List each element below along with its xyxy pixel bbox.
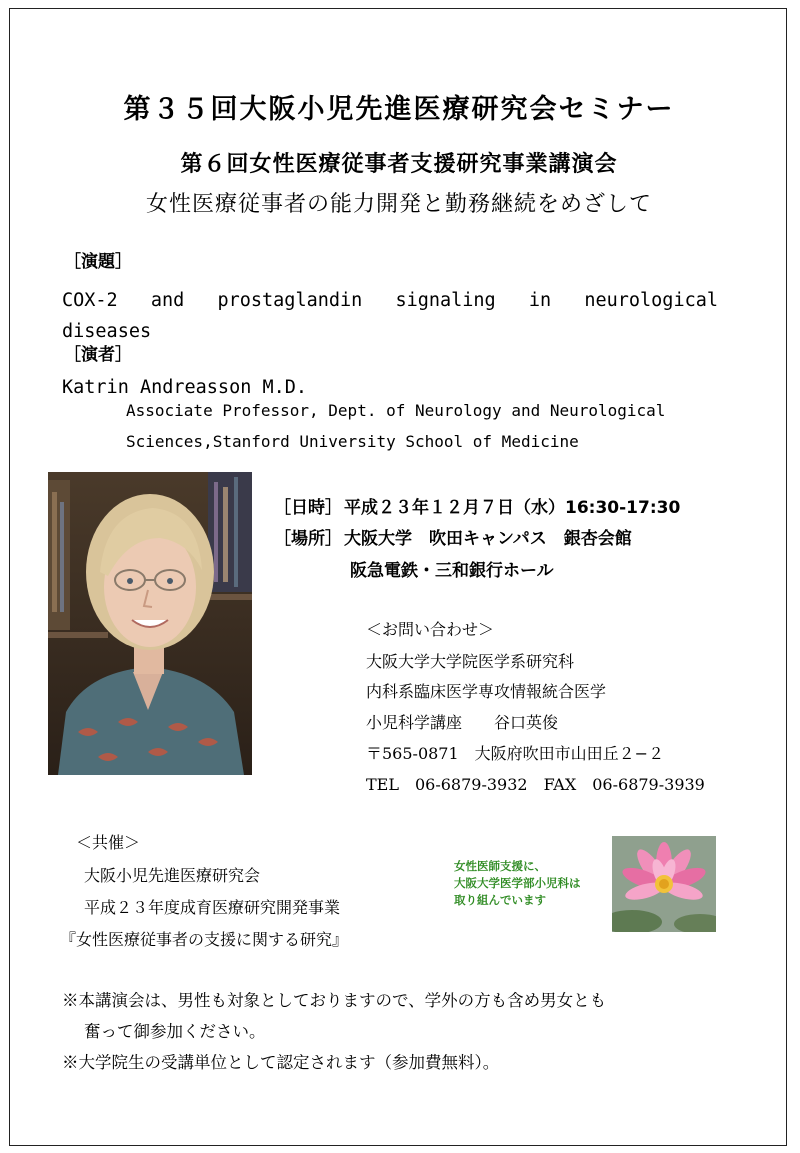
speaker-photo bbox=[48, 472, 252, 775]
cohost-line-2: 平成２３年度成育医療研究開発事業 bbox=[84, 898, 341, 917]
lecture-theme: 女性医療従事者の能力開発と勤務継続をめざして bbox=[145, 192, 652, 217]
note-line-1: ※本講演会は、男性も対象としておりますので、学外の方も含め男女とも bbox=[62, 991, 607, 1010]
contact-line-1: 大阪大学大学院医学系研究科 bbox=[366, 652, 575, 671]
support-message-line-1: 女性医師支援に、 bbox=[454, 859, 546, 873]
cohost-line-1: 大阪小児先進医療研究会 bbox=[84, 866, 261, 885]
speaker-portrait-illustration bbox=[48, 472, 252, 775]
support-message-line-3: 取り組んでいます bbox=[454, 893, 546, 907]
contact-phone-fax: TEL 06-6879-3932 FAX 06-6879-3939 bbox=[366, 775, 705, 794]
seminar-title: 第３５回大阪小児先進医療研究会セミナー bbox=[123, 94, 675, 125]
lecture-title: 第６回女性医療従事者支援研究事業講演会 bbox=[180, 152, 618, 177]
place-value-line-1: 大阪大学 吹田キャンパス 銀杏会館 bbox=[344, 529, 632, 549]
lotus-flower-image bbox=[612, 836, 716, 932]
contact-address: 〒565-0871 大阪府吹田市山田丘２−２ bbox=[366, 744, 665, 763]
lotus-flower-icon bbox=[612, 836, 716, 932]
place-value-line-2: 阪急電鉄・三和銀行ホール bbox=[350, 561, 554, 581]
support-message-line-2: 大阪大学医学部小児科は bbox=[454, 876, 581, 890]
date-label: ［日時］ bbox=[274, 498, 342, 518]
cohost-line-3: 『女性医療従事者の支援に関する研究』 bbox=[60, 930, 349, 949]
talk-title-line-2: diseases bbox=[62, 321, 152, 342]
speaker-name: Katrin Andreasson M.D. bbox=[62, 377, 308, 398]
flyer-page bbox=[9, 8, 787, 1146]
contact-line-3: 小児科学講座 谷口英俊 bbox=[366, 713, 559, 732]
talk-title-line-1: COX-2 and prostaglandin signaling in neurological bbox=[62, 290, 718, 311]
date-value: 平成２３年１２月７日（水）16:30-17:30 bbox=[344, 498, 681, 518]
speaker-affiliation-line-2: Sciences,Stanford University School of Medicine bbox=[126, 432, 579, 451]
place-label: ［場所］ bbox=[274, 529, 342, 549]
contact-line-2: 内科系臨床医学専攻情報統合医学 bbox=[366, 682, 607, 701]
cohost-heading: ＜共催＞ bbox=[76, 833, 141, 852]
speaker-label: ［演者］ bbox=[64, 345, 132, 365]
note-line-2: 奮って御参加ください。 bbox=[84, 1022, 266, 1041]
talk-title bbox=[62, 285, 718, 347]
talk-title-label: ［演題］ bbox=[64, 252, 132, 272]
note-line-3: ※大学院生の受講単位として認定されます（参加費無料）。 bbox=[62, 1053, 500, 1072]
speaker-affiliation-line-1: Associate Professor, Dept. of Neurology and Neurological bbox=[126, 401, 666, 420]
contact-heading: ＜お問い合わせ＞ bbox=[366, 620, 495, 639]
